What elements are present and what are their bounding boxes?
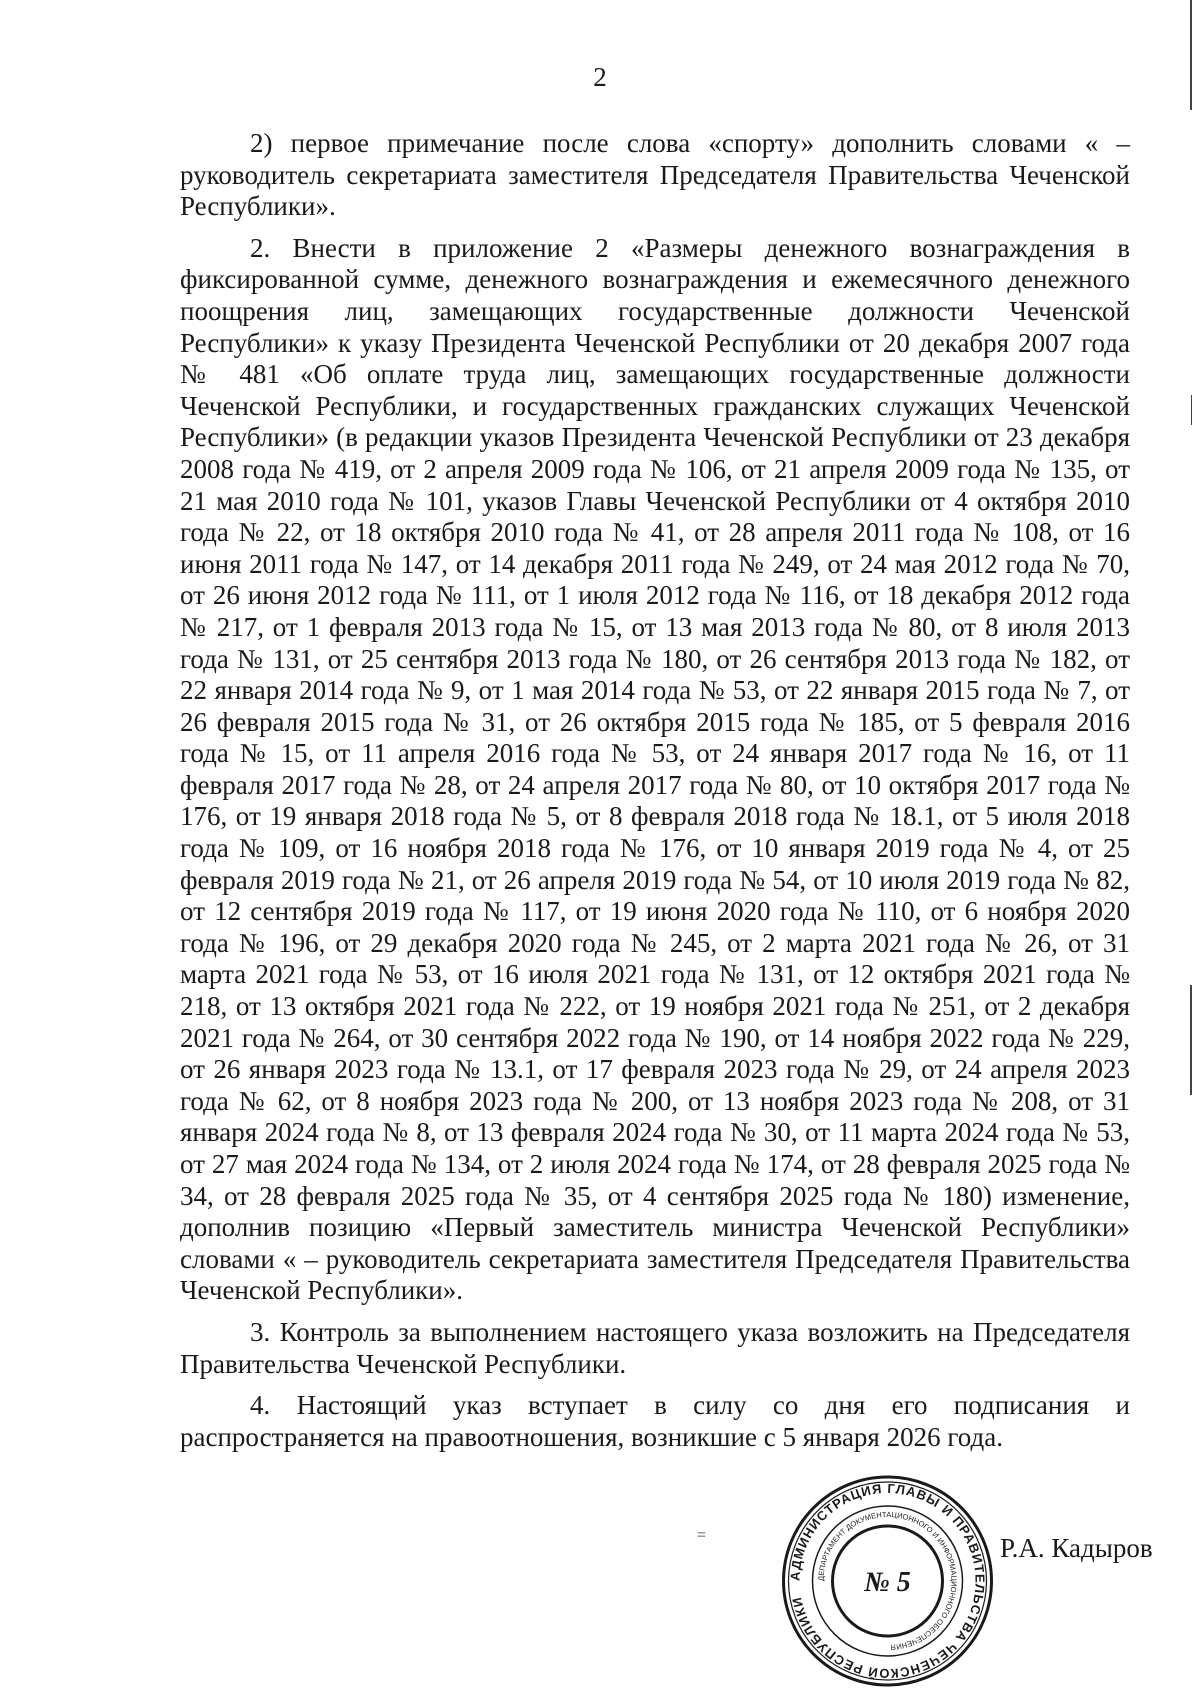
seal-number: № 5 xyxy=(864,1567,911,1598)
scan-edge-mark-top xyxy=(1190,0,1192,110)
official-seal xyxy=(775,1475,1000,1687)
scan-mark: = xyxy=(697,1527,707,1544)
paragraph-amendment-note: 2) первое примечание после слова «спорту» дополнить словами « – руководитель секретариата заместителя Председателя Правительства Чеченской Республики». xyxy=(180,128,1130,222)
seal-inner-text: ДЕПАРТАМЕНТ ДОКУМЕНТАЦИОННОГО И ИНФОРМАЦИОННОГО ОБЕСПЕЧЕНИЯ xyxy=(816,1509,959,1652)
paragraph-effective-date: 4. Настоящий указ вступает в силу со дня его подписания и распространяется на правоотношения, возникшие с 5 января 2026 года. xyxy=(180,1390,1130,1452)
scan-edge-mark-mid xyxy=(1191,395,1192,425)
paragraph-appendix-change: 2. Внести в приложение 2 «Размеры денежного вознаграждения в фиксированной сумме, денежного вознаграждения и ежемесячного денежного поощрения лиц, замещающих государственные должности Чеченской Республики» к указу Президента Чеченской Республики от 20 декабря 2007 года № 481 «Об оплате труда лиц, замещающих государственные должности Чеченской Республики, и государственных гражданских служащих Чеченской Республики» (в редакции указов Президента Чеченской Республики от 23 декабря 2008 года № 419, от 2 апреля 2009 года № 106, от 21 апреля 2009 года № 135, от 21 мая 2010 года № 101, указов Главы Чеченской Республики от 4 октября 2010 года № 22, от 18 октября 2010 года № 41, от 28 апреля 2011 года № 108, от 16 июня 2011 года № 147, от 14 декабря 2011 года № 249, от 24 мая 2012 года № 70, от 26 июня 2012 года № 111, от 1 июля 2012 года № 116, от 18 декабря 2012 года № 217, от 1 февраля 2013 года № 15, от 13 мая 2013 года № 80, от 8 июля 2013 года № 131, от 25 сентября 2013 года № 180, от 26 сентября 2013 года № 182, от 22 января 2014 года № 9, от 1 мая 2014 года № 53, от 22 января 2015 года № 7, от 26 февраля 2015 года № 31, от 26 октября 2015 года № 185, от 5 февраля 2016 года № 15, от 11 апреля 2016 года № 53, от 24 января 2017 года № 16, от 11 февраля 2017 года № 28, от 24 апреля 2017 года № 80, от 10 октября 2017 года № 176, от 19 января 2018 года № 5, от 8 февраля 2018 года № 18.1, от 5 июля 2018 года № 109, от 16 ноября 2018 года № 176, от 10 января 2019 года № 4, от 25 февраля 2019 года № 21, от 26 апреля 2019 года № 54, от 10 июля 2019 года № 82, от 12 сентября 2019 года № 117, от 19 июня 2020 года № 110, от 6 ноября 2020 года № 196, от 29 декабря 2020 года № 245, от 2 марта 2021 года № 26, от 31 марта 2021 года № 53, от 16 июля 2021 года № 131, от 12 октября 2021 года № 218, от 13 октября 2021 года № 222, от 19 ноября 2021 года № 251, от 2 декабря 2021 года № 264, от 30 сентября 2022 года № 190, от 14 ноября 2022 года № 229, от 26 января 2023 года № 13.1, от 17 февраля 2023 года № 29, от 24 апреля 2023 года № 62, от 8 ноября 2023 года № 200, от 13 ноября 2023 года № 208, от 31 января 2024 года № 8, от 13 февраля 2024 года № 30, от 11 марта 2024 года № 53, от 27 мая 2024 года № 134, от 2 июля 2024 года № 174, от 28 февраля 2025 года № 34, от 28 февраля 2025 года № 35, от 4 сентября 2025 года № 180) изменение, дополнив позицию «Первый заместитель министра Чеченской Республики» словами « – руководитель секретариата заместителя Председателя Правительства Чеченской Республики». xyxy=(180,232,1130,1306)
seal-outer-text: АДМИНИСТРАЦИЯ ГЛАВЫ И ПРАВИТЕЛЬСТВА ЧЕЧЕНСКОЙ РЕСПУБЛИКИ xyxy=(787,1480,988,1682)
document-body xyxy=(180,128,1130,1453)
paragraph-control: 3. Контроль за выполнением настоящего указа возложить на Председателя Правительства Чеченской Республики. xyxy=(180,1316,1130,1379)
scan-edge-mark-lower xyxy=(1190,985,1192,1095)
signature-name: Р.А. Кадыров xyxy=(1000,1533,1153,1563)
page-number: 2 xyxy=(593,62,607,92)
